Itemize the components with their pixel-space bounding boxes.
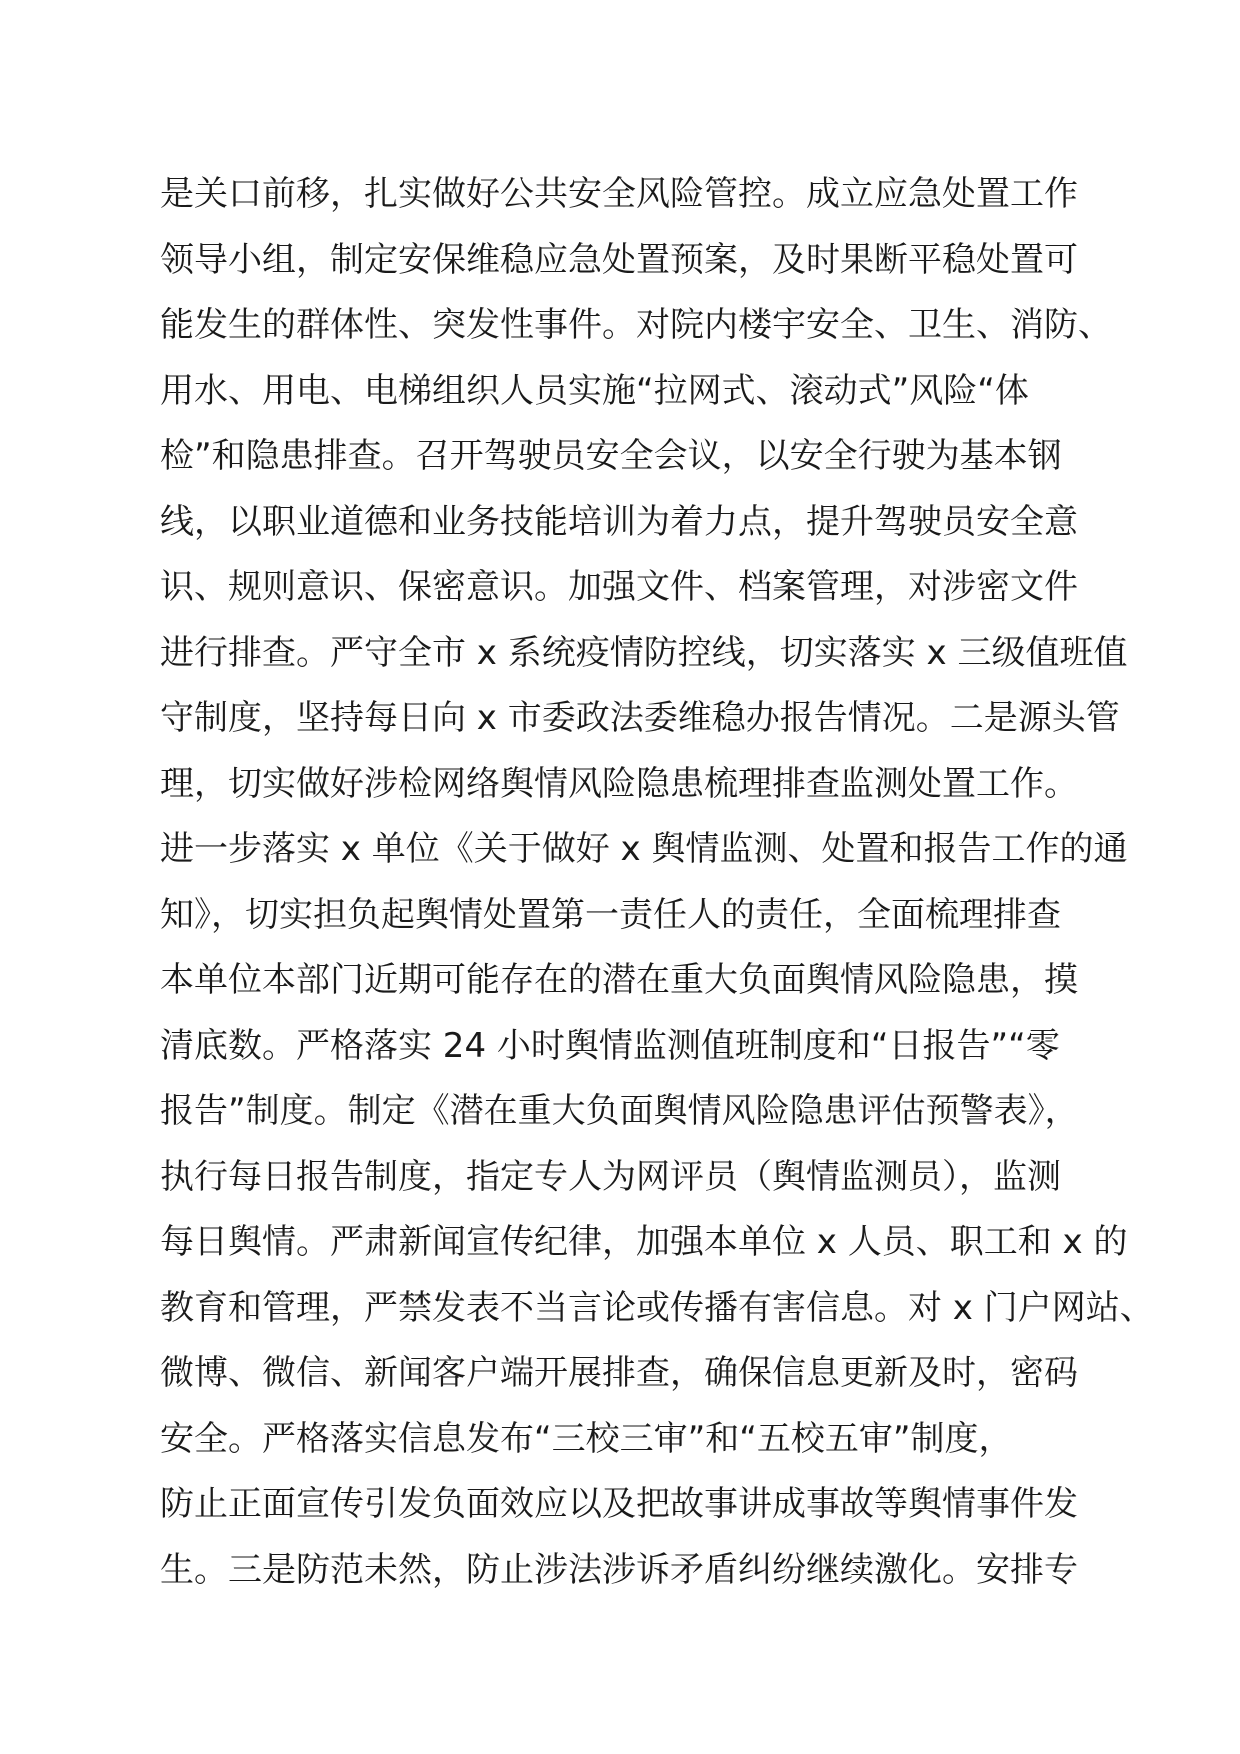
text-line: 是关口前移，扎实做好公共安全风险管控。成立应急处置工作 <box>160 174 1078 214</box>
text-line: 知》，切实担负起舆情处置第一责任人的责任，全面梳理排查 <box>160 894 1061 935</box>
text-line: 理，切实做好涉检网络舆情风险隐患梳理排查监测处置工作。 <box>160 763 1078 804</box>
text-line: 报告”制度。制定《潜在重大负面舆情风险隐患评估预警表》， <box>160 1091 1079 1131</box>
text-line: 微博、微信、新闻客户端开展排查，确保信息更新及时，密码 <box>160 1353 1078 1393</box>
text-line: 守制度，坚持每日向 x 市委政法委维稳办报告情况。二是源头管 <box>160 698 1120 738</box>
text-line: 生。三是防范未然，防止涉法涉诉矛盾纠纷继续激化。安排专 <box>160 1549 1078 1590</box>
text-line: 领导小组，制定安保维稳应急处置预案，及时果断平稳处置可 <box>160 239 1078 280</box>
text-line: 能发生的群体性、突发性事件。对院内楼宇安全、卫生、消防、 <box>160 305 1112 345</box>
text-line: 教育和管理，严禁发表不当言论或传播有害信息。对 x 门户网站、 <box>160 1287 1154 1328</box>
text-line: 进一步落实 x 单位《关于做好 x 舆情监测、处置和报告工作的通 <box>160 829 1128 869</box>
text-line: 检”和隐患排查。召开驾驶员安全会议，以安全行驶为基本钢 <box>160 436 1062 476</box>
body-text <box>160 162 1154 1603</box>
text-line: 本单位本部门近期可能存在的潜在重大负面舆情风险隐患，摸 <box>160 960 1078 1000</box>
text-line: 清底数。严格落实 24 小时舆情监测值班制度和“日报告”“零 <box>160 1025 1060 1066</box>
text-line: 进行排查。严守全市 x 系统疫情防控线，切实落实 x 三级值班值 <box>160 632 1128 673</box>
text-line: 执行每日报告制度，指定专人为网评员（舆情监测员），监测 <box>160 1156 1061 1197</box>
text-line: 识、规则意识、保密意识。加强文件、档案管理，对涉密文件 <box>160 567 1078 607</box>
text-line: 每日舆情。严肃新闻宣传纪律，加强本单位 x 人员、职工和 x 的 <box>160 1222 1128 1262</box>
text-line: 线，以职业道德和业务技能培训为着力点，提升驾驶员安全意 <box>160 501 1078 542</box>
text-line: 用水、用电、电梯组织人员实施“拉网式、滚动式”风险“体 <box>160 370 1029 411</box>
text-line: 安全。严格落实信息发布“三校三审”和“五校五审”制度， <box>160 1418 1013 1459</box>
text-line: 防止正面宣传引发负面效应以及把故事讲成事故等舆情事件发 <box>160 1484 1078 1524</box>
